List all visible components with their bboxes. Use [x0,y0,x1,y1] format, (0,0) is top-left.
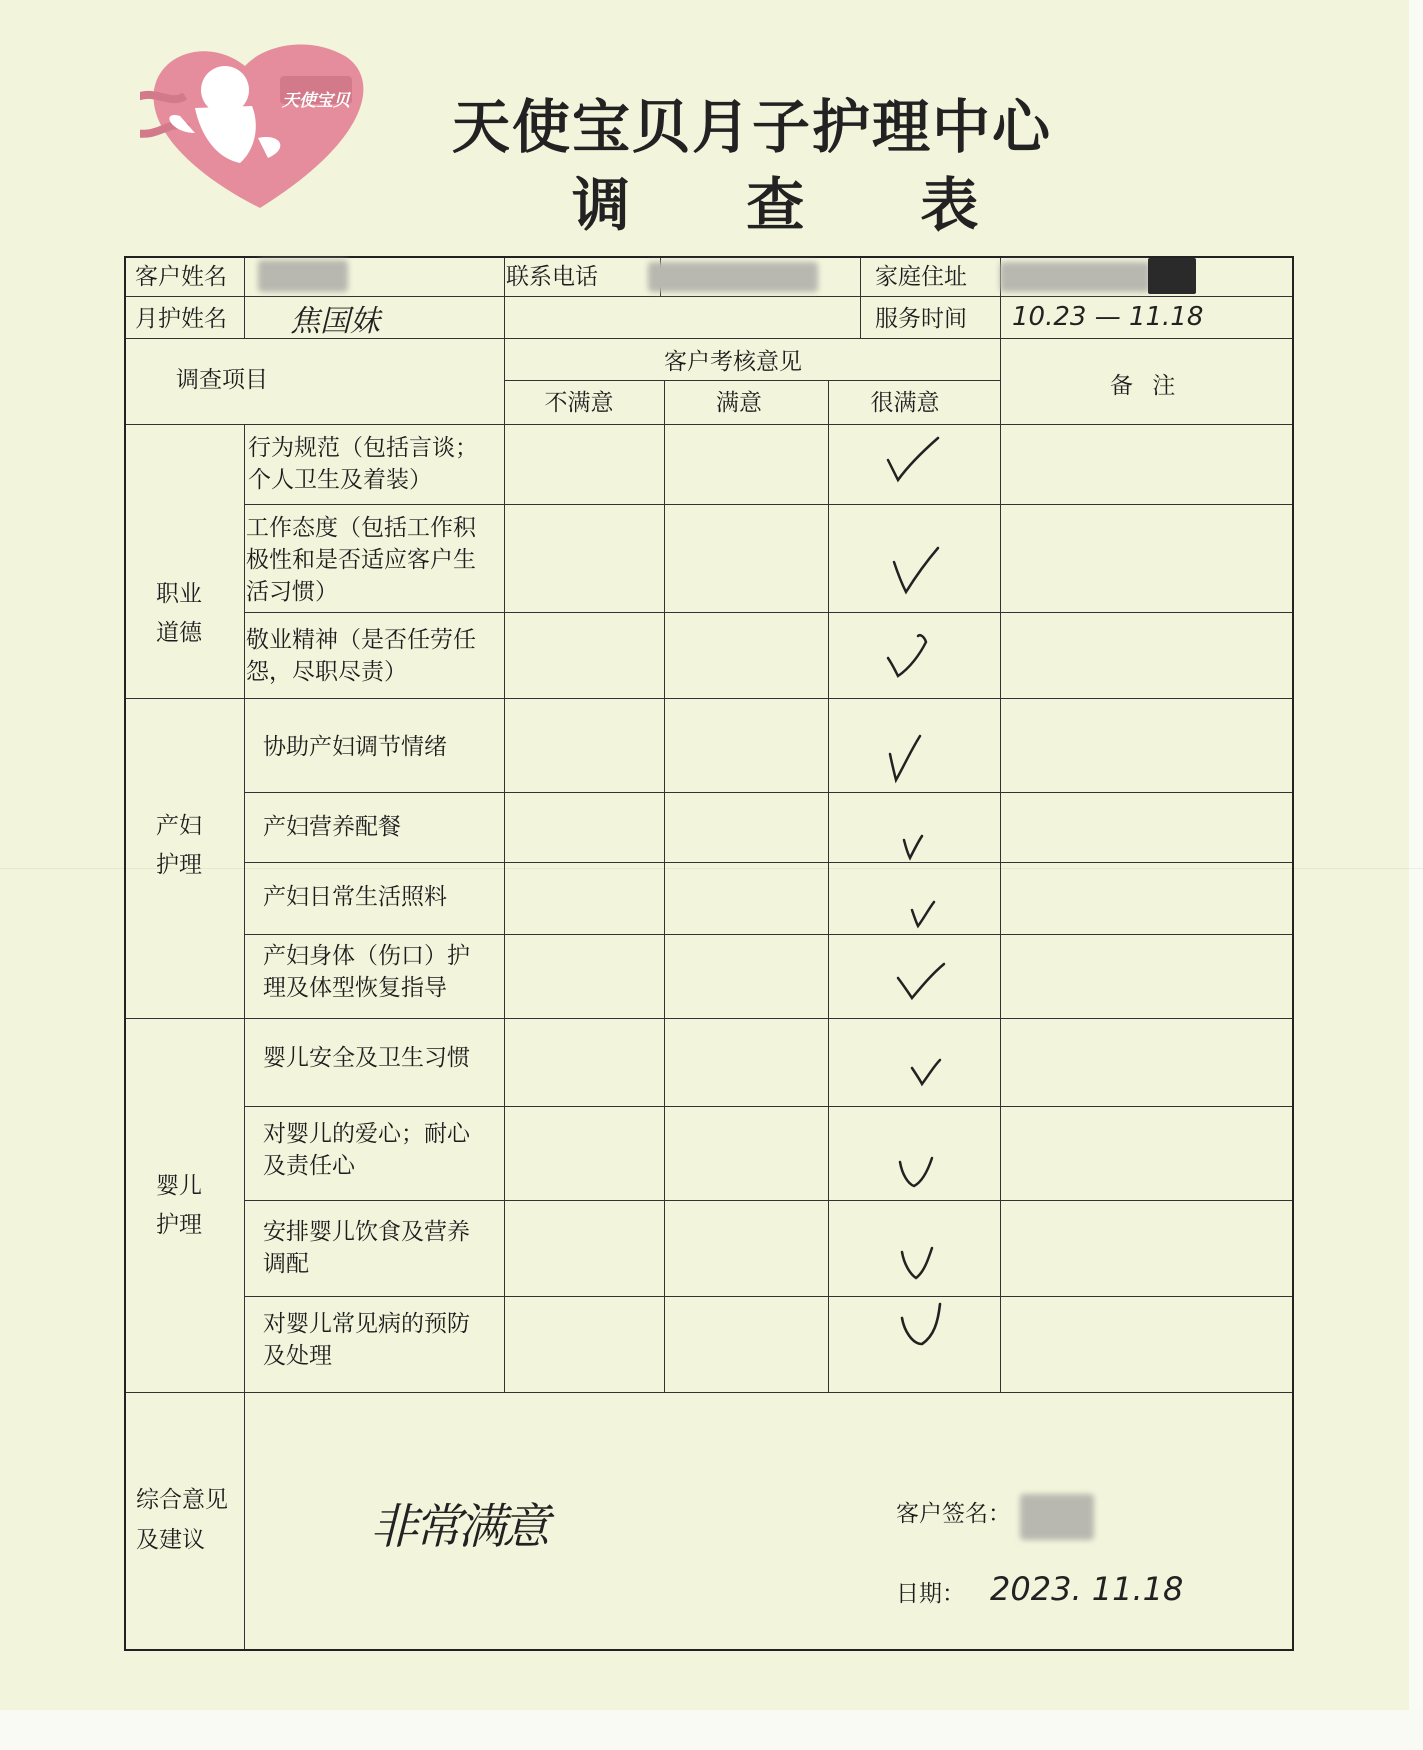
survey-item: 及处理 [263,1343,332,1369]
survey-item: 调配 [263,1251,309,1277]
survey-item: 婴儿安全及卫生习惯 [263,1045,470,1071]
satisfied-header: 满意 [716,390,762,416]
redacted-address [1000,262,1150,292]
group-label-professional-ethics-2: 道德 [156,620,202,646]
address-label: 家庭住址 [875,264,967,290]
checkmark-icon [880,728,940,788]
survey-item: 工作态度（包括工作积 [246,515,476,541]
checkmark-icon [902,884,962,944]
survey-item: 安排婴儿饮食及营养 [263,1219,470,1245]
redacted-address-block [1148,258,1196,294]
group-label-infant-care-2: 护理 [156,1212,202,1238]
checkmark-icon [894,1234,954,1294]
checkmark-icon [882,430,942,490]
checkmark-icon [880,624,940,684]
redacted-signature [1020,1494,1094,1540]
heart-logo-icon [140,38,380,213]
date-label: 日期： [896,1581,965,1607]
survey-item: 协助产妇调节情绪 [263,734,447,760]
checkmark-icon [894,818,954,878]
survey-item: 对婴儿常见病的预防 [263,1311,470,1337]
survey-item: 行为规范（包括言谈； [248,435,478,461]
signature-label: 客户签名： [896,1501,1011,1527]
client-name-label: 客户姓名 [135,264,227,290]
survey-item: 及责任心 [263,1153,355,1179]
survey-item: 产妇日常生活照料 [263,884,447,910]
checkmark-icon [892,1140,952,1200]
survey-item-header: 调查项目 [176,367,268,393]
page-title: 天使宝贝月子护理中心 [452,93,1053,161]
nurse-name-label: 月护姓名 [135,306,227,332]
survey-item: 敬业精神（是否任劳任 [246,627,476,653]
checkmark-icon [904,1040,964,1100]
nurse-name-value: 焦国妹 [290,304,380,339]
phone-label: 联系电话 [506,264,598,290]
survey-item: 怨，尽职尽责） [246,659,407,685]
service-time-label: 服务时间 [875,306,967,332]
survey-item: 对婴儿的爱心；耐心 [263,1121,470,1147]
comments-label: 综合意见 [136,1487,228,1513]
group-label-professional-ethics: 职业 [156,581,202,607]
service-time-value: 10.23 — 11.18 [1012,302,1204,332]
survey-item: 产妇身体（伤口）护 [263,943,470,969]
group-label-infant-care: 婴儿 [156,1173,202,1199]
very-satisfied-header: 很满意 [870,390,940,416]
client-opinion-header: 客户考核意见 [664,349,802,375]
unsatisfied-header: 不满意 [544,390,614,416]
survey-item: 个人卫生及着装） [248,467,432,493]
page-bottom-edge [0,1710,1423,1750]
date-value: 2023. 11.18 [990,1570,1184,1608]
comments-value: 非常满意 [370,1499,547,1555]
survey-item: 理及体型恢复指导 [263,975,447,1001]
comments-label-2: 及建议 [136,1527,205,1553]
page-edge [1409,0,1423,1750]
checkmark-icon [886,540,946,600]
checkmark-icon [892,950,952,1010]
survey-item: 极性和是否适应客户生 [246,547,476,573]
remarks-header: 备 注 [1110,373,1182,399]
logo-text: 天使宝贝 [282,91,350,111]
survey-item: 产妇营养配餐 [263,814,401,840]
group-label-maternal-care: 产妇 [156,813,202,839]
group-label-maternal-care-2: 护理 [156,852,202,878]
page-subtitle: 调 查 表 [572,171,1027,239]
redacted-phone [648,262,818,292]
checkmark-icon [896,1294,956,1354]
survey-item: 活习惯） [246,579,338,605]
redacted-client-name [258,260,348,292]
